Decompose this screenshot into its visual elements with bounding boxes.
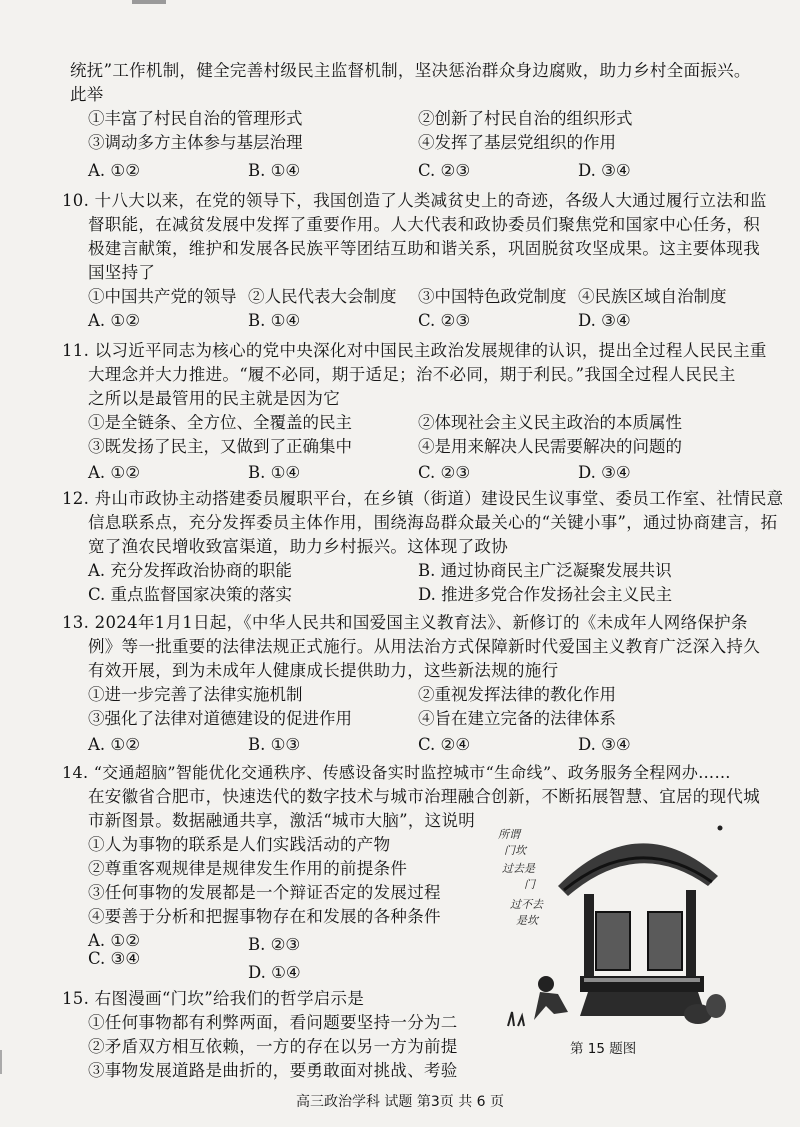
cartoon-pillar-left xyxy=(584,894,594,984)
q10-stem-line1: 10. 十八大以来，在党的领导下，我国创造了人类减贫史上的奇迹，各级人大通过履行立法和监 xyxy=(62,191,767,210)
q12-choice-d: D. 推进多党合作发扬社会主义民主 xyxy=(418,585,673,604)
q9-statements-row1 xyxy=(0,108,800,130)
q10-stem-line2: 督职能，在减贫发展中发挥了重要作用。人大代表和政协委员们聚焦党和国家中心任务，积 xyxy=(88,215,760,234)
q9-choice-d: D. ③④ xyxy=(578,161,631,180)
q9-statement-2: ②创新了村民自治的组织形式 xyxy=(418,109,633,128)
scan-mark xyxy=(132,0,166,4)
q13-statement-3: ③强化了法律对道德建设的促进作用 xyxy=(88,709,352,728)
q10-choice-d: D. ③④ xyxy=(578,311,631,330)
intro-line: 统抚”工作机制，健全完善村级民主监督机制，坚决惩治群众身边腐败，助力乡村全面振兴。 xyxy=(70,61,751,80)
handwriting-4: 门 xyxy=(524,878,535,891)
q11-choice-c: C. ②③ xyxy=(418,463,471,482)
handwriting-2: 门坎 xyxy=(504,844,526,857)
q11-statement-4: ④是用来解决人民需要解决的问题的 xyxy=(418,437,682,456)
q13-statements-row1 xyxy=(0,684,800,706)
intro-tail: 此举 xyxy=(70,85,104,104)
q11-choice-d: D. ③④ xyxy=(578,463,631,482)
q12-choice-a: A. 充分发挥政治协商的职能 xyxy=(88,561,292,580)
q13-statements-row2 xyxy=(0,708,800,730)
q9-statement-3: ③调动多方主体参与基层治理 xyxy=(88,133,303,152)
q13-choice-a: A. ①② xyxy=(88,735,140,754)
handwriting-3: 过去是 xyxy=(502,862,535,875)
q14-statement-4: ④要善于分析和把握事物存在和发展的各种条件 xyxy=(88,907,441,926)
cartoon-person-body xyxy=(534,992,568,1020)
cartoon-pillar-right xyxy=(686,890,696,984)
q12-choices-row1 xyxy=(0,560,800,582)
q10-statements xyxy=(0,286,800,308)
q14-stem-line1: 14. “交通超脑”智能优化交通秩序、传感设备实时监控城市“生命线”、政务服务全程网办…… xyxy=(62,763,731,782)
q11-statement-3: ③既发扬了民主，又做到了正确集中 xyxy=(88,437,352,456)
q9-choice-a: A. ①② xyxy=(88,161,140,180)
q15-stem-line1: 15. 右图漫画“门坎”给我们的哲学启示是 xyxy=(62,989,365,1008)
figure-caption: 第 15 题图 xyxy=(570,1041,637,1057)
q12-choice-b: B. 通过协商民主广泛凝聚发展共识 xyxy=(418,561,672,580)
q14-choice-c: C. ③④ xyxy=(88,949,141,968)
q15-statement-3: ③事物发展道路是曲折的，要勇敢面对挑战、考验 xyxy=(88,1061,458,1080)
threshold-cartoon xyxy=(488,816,734,1034)
q11-choice-b: B. ①④ xyxy=(248,463,301,482)
q9-choice-c: C. ②③ xyxy=(418,161,471,180)
q15-statement-2: ②矛盾双方相互依赖，一方的存在以另一方为前提 xyxy=(88,1037,458,1056)
handwriting-1: 所谓 xyxy=(498,828,520,841)
page-footer: 高三政治学科 试题 第3页 共 6 页 xyxy=(295,1094,505,1110)
q10-statement-2: ②人民代表大会制度 xyxy=(248,287,397,306)
q9-choices xyxy=(0,160,800,182)
q13-choice-d: D. ③④ xyxy=(578,735,631,754)
q13-stem-line3: 有效开展，到为未成年人健康成长提供助力，这些新法规的施行 xyxy=(88,661,559,680)
q14-statement-3: ③任何事物的发展都是一个辩证否定的发展过程 xyxy=(88,883,441,902)
q10-stem-line3: 极建言献策，维护和发展各民族平等团结互助和谐关系，巩固脱贫攻坚成果。这主要体现我 xyxy=(88,239,760,258)
q10-choices xyxy=(0,310,800,332)
q11-statements-row2 xyxy=(0,436,800,458)
q11-stem-line2: 大理念并大力推进。“履不必同，期于适足；治不必同，期于利民。”我国全过程人民民主 xyxy=(88,365,736,384)
q13-choice-c: C. ②④ xyxy=(418,735,471,754)
q11-statement-2: ②体现社会主义民主政治的本质属性 xyxy=(418,413,682,432)
q13-statement-4: ④旨在建立完备的法律体系 xyxy=(418,709,616,728)
q14-choice-a: A. ①② xyxy=(88,931,140,950)
q11-statement-1: ①是全链条、全方位、全覆盖的民主 xyxy=(88,413,352,432)
q11-choice-a: A. ①② xyxy=(88,463,140,482)
q14-choice-b: B. ②③ xyxy=(248,935,301,954)
cartoon-door-right xyxy=(648,912,682,970)
q12-stem-line1: 12. 舟山市政协主动搭建委员履职平台，在乡镇（街道）建设民生议事堂、委员工作室、社情民意 xyxy=(62,489,784,508)
q13-choices xyxy=(0,734,800,756)
q13-statement-2: ②重视发挥法律的教化作用 xyxy=(418,685,616,704)
q12-choices-row2 xyxy=(0,584,800,606)
q10-choice-b: B. ①④ xyxy=(248,311,301,330)
q14-statement-1: ①人为事物的联系是人们实践活动的产物 xyxy=(88,835,391,854)
q14-statement-2: ②尊重客观规律是规律发生作用的前提条件 xyxy=(88,859,408,878)
q10-statement-1: ①中国共产党的领导 xyxy=(88,287,237,306)
q14-stem-line3: 市新图景。数据融通共享，激活“城市大脑”，这说明 xyxy=(88,811,476,830)
q12-stem-line2: 信息联系点，充分发挥委员主体作用，围绕海岛群众最关心的“关键小事”，通过协商建言，拓 xyxy=(88,513,778,532)
q13-stem-line1: 13. 2024年1月1日起，《中华人民共和国爱国主义教育法》、新修订的《未成年人网络保护条 xyxy=(62,613,748,632)
q11-stem-line3: 之所以是最管用的民主就是因为它 xyxy=(88,389,340,408)
q12-choice-c: C. 重点监督国家决策的落实 xyxy=(88,585,293,604)
q10-statement-3: ③中国特色政党制度 xyxy=(418,287,567,306)
scan-edge-mark xyxy=(0,1050,8,1074)
handwriting-6: 是坎 xyxy=(516,914,538,927)
q14-stem-line2: 在安徽省合肥市，快速迭代的数字技术与城市治理融合创新，不断拓展智慧、宜居的现代城 xyxy=(88,787,760,806)
q9-choice-b: B. ①④ xyxy=(248,161,301,180)
q10-choice-a: A. ①② xyxy=(88,311,140,330)
cartoon-person-head xyxy=(538,976,554,992)
q10-statement-4: ④民族区域自治制度 xyxy=(578,287,727,306)
q11-stem-line1: 11. 以习近平同志为核心的党中央深化对中国民主政治发展规律的认识，提出全过程人民民主重 xyxy=(62,341,767,360)
q10-stem-line4: 国坚持了 xyxy=(88,263,156,282)
q11-statements-row1 xyxy=(0,412,800,434)
q9-statement-4: ④发挥了基层党组织的作用 xyxy=(418,133,616,152)
q13-choice-b: B. ①③ xyxy=(248,735,301,754)
q15-statement-1: ①任何事物都有利弊两面，看问题要坚持一分为二 xyxy=(88,1013,458,1032)
q10-choice-c: C. ②③ xyxy=(418,311,471,330)
q12-stem-line3: 宽了渔农民增收致富渠道，助力乡村振兴。这体现了政协 xyxy=(88,537,508,556)
handwriting-5: 过不去 xyxy=(510,898,543,911)
q9-statement-1: ①丰富了村民自治的管理形式 xyxy=(88,109,303,128)
q13-stem-line2: 例》等一批重要的法律法规正式施行。从用法治方式保障新时代爱国主义教育广泛深入持久 xyxy=(88,637,760,656)
q13-statement-1: ①进一步完善了法律实施机制 xyxy=(88,685,303,704)
q14-choice-d: D. ①④ xyxy=(248,963,301,982)
q11-choices xyxy=(0,462,800,484)
cartoon-door-left xyxy=(596,912,630,970)
q9-statements-row2 xyxy=(0,132,800,154)
